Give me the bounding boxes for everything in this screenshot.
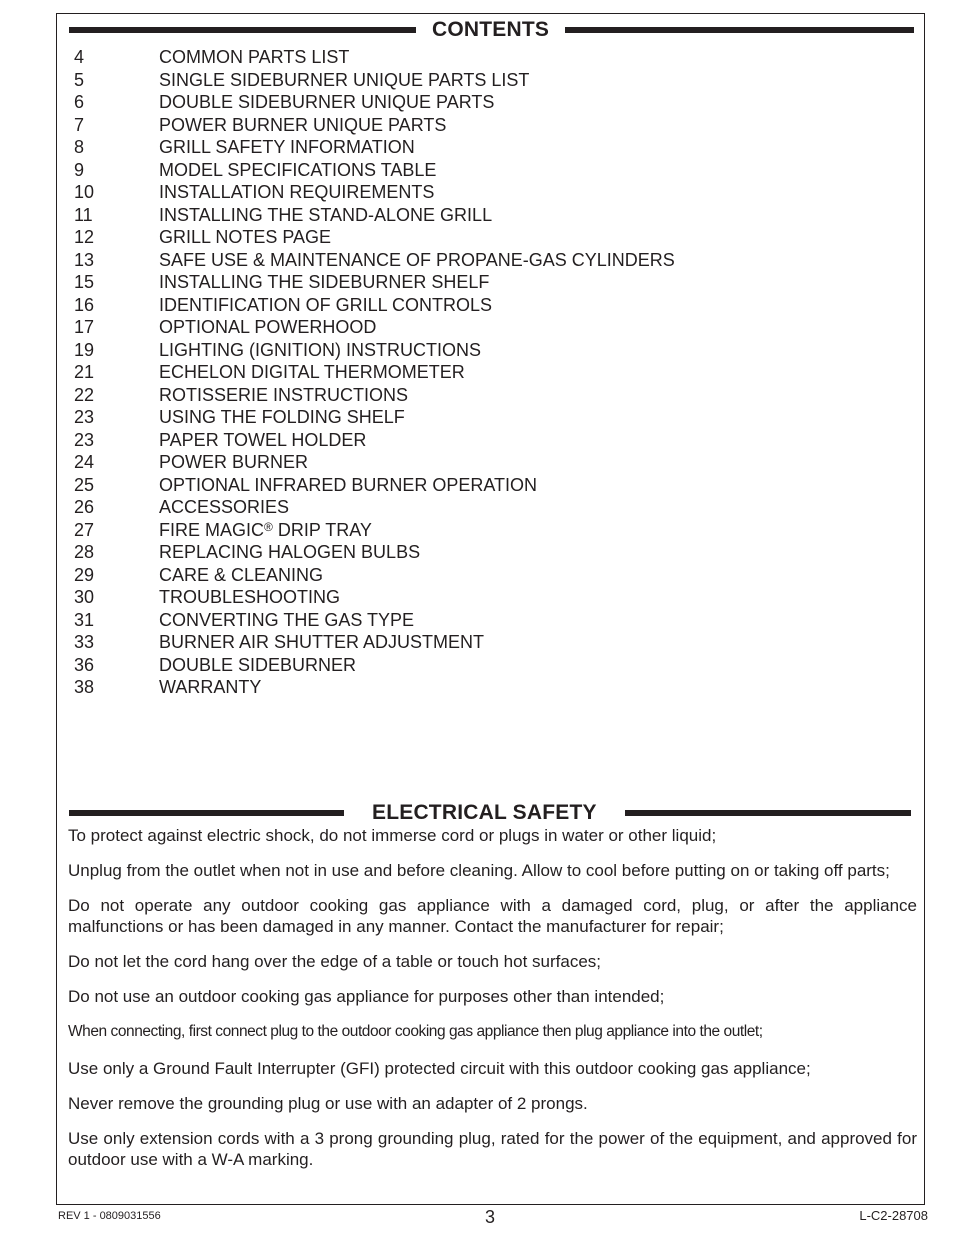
toc-title <box>159 226 331 249</box>
toc-title-text: WARRANTY <box>159 677 262 697</box>
toc-entry <box>74 654 675 677</box>
toc-title-text: PAPER TOWEL HOLDER <box>159 429 367 450</box>
toc-page-number: 7 <box>74 114 85 135</box>
toc-title <box>159 474 537 497</box>
toc-title-text: POWER BURNER UNIQUE PARTS <box>159 114 447 135</box>
safety-paragraph: Use only a Ground Fault Interrupter (GFI) protected circuit with this outdoor cooking gas appliance; <box>68 1059 811 1078</box>
heading-rule-right <box>625 810 911 816</box>
toc-title <box>159 429 366 452</box>
heading-rule-right <box>565 27 914 33</box>
toc-page-number: 17 <box>74 317 95 337</box>
toc-title <box>159 46 349 69</box>
toc-entry <box>74 564 675 587</box>
toc-entry <box>74 406 675 429</box>
toc-page-number: 11 <box>74 204 93 225</box>
toc-entry <box>74 339 675 362</box>
toc-title-text: SINGLE SIDEBURNER UNIQUE PARTS LIST <box>159 69 530 90</box>
toc-title <box>159 361 465 384</box>
toc-title-text: POWER BURNER <box>159 452 309 472</box>
safety-paragraph: Never remove the grounding plug or use with an adapter of 2 prongs. <box>68 1094 588 1113</box>
toc-title <box>159 609 414 632</box>
toc-page-number: 26 <box>74 497 95 517</box>
safety-paragraph: To protect against electric shock, do not immerse cord or plugs in water or other liquid; <box>68 826 717 845</box>
toc-title <box>159 496 289 519</box>
toc-page-number: 31 <box>74 609 95 630</box>
toc-title <box>159 136 415 159</box>
toc-entry <box>74 384 675 407</box>
toc-title <box>159 249 675 272</box>
document-code: L-C2-28708 <box>859 1208 928 1223</box>
toc-page-number: 23 <box>74 429 95 450</box>
heading-rule-left <box>69 27 416 33</box>
toc-title <box>159 406 405 429</box>
toc-title <box>159 91 494 114</box>
toc-entry <box>74 609 675 632</box>
toc-page-number: 6 <box>74 92 85 112</box>
toc-title-text: DOUBLE SIDEBURNER <box>159 654 357 675</box>
toc-title-text: BURNER AIR SHUTTER ADJUSTMENT <box>159 632 485 652</box>
safety-paragraph: Do not let the cord hang over the edge of a table or touch hot surfaces; <box>68 952 602 971</box>
toc-title-text: GRILL SAFETY INFORMATION <box>159 137 415 157</box>
contents-heading <box>69 18 915 42</box>
toc-title-text: REPLACING HALOGEN BULBS <box>159 542 421 562</box>
toc-page-number: 38 <box>74 677 95 697</box>
toc-entry <box>74 676 675 699</box>
toc-title-text: OPTIONAL POWERHOOD <box>159 317 377 337</box>
toc-page-number: 19 <box>74 339 95 360</box>
toc-entry <box>74 316 675 339</box>
toc-page-number: 21 <box>74 362 95 382</box>
toc-page-number: 25 <box>74 474 95 495</box>
toc-page-number: 33 <box>74 632 95 652</box>
toc-entry <box>74 91 675 114</box>
toc-page-number: 9 <box>74 159 85 180</box>
safety-paragraph: Do not operate any outdoor cooking gas appliance with a damaged cord, plug, or after the appliance malfunctions or has been damaged in any manner. Contact the manufacturer for repair; <box>68 896 917 936</box>
toc-page-number: 16 <box>74 294 95 315</box>
toc-entry <box>74 204 675 227</box>
toc-title-text: USING THE FOLDING SHELF <box>159 407 405 427</box>
toc-title <box>159 316 376 339</box>
toc-title <box>159 451 308 474</box>
toc-entry <box>74 114 675 137</box>
electrical-safety-body <box>68 825 917 1184</box>
toc-title <box>159 676 261 699</box>
toc-title-text: CONVERTING THE GAS TYPE <box>159 609 415 630</box>
toc-title <box>159 586 340 609</box>
toc-title <box>159 159 436 182</box>
toc-entry <box>74 294 675 317</box>
toc-page-number: 12 <box>74 227 95 247</box>
toc-page-number: 15 <box>74 272 95 292</box>
toc-title-text: IDENTIFICATION OF GRILL CONTROLS <box>159 294 493 315</box>
toc-title-text: INSTALLING THE STAND-ALONE GRILL <box>159 204 493 225</box>
toc-entry <box>74 361 675 384</box>
toc-entry <box>74 249 675 272</box>
toc-title-text: INSTALLING THE SIDEBURNER SHELF <box>159 272 490 292</box>
toc-title-suffix: DRIP TRAY <box>272 519 372 540</box>
toc-entry <box>74 181 675 204</box>
electrical-safety-title: ELECTRICAL SAFETY <box>372 801 597 824</box>
toc-entry <box>74 46 675 69</box>
toc-page-number: 24 <box>74 452 95 472</box>
toc-title-text: OPTIONAL INFRARED BURNER OPERATION <box>159 474 538 495</box>
toc-title <box>159 69 529 92</box>
toc-title-text: MODEL SPECIFICATIONS TABLE <box>159 159 437 180</box>
toc-entry <box>74 631 675 654</box>
toc-page-number: 36 <box>74 654 95 675</box>
table-of-contents <box>74 46 675 699</box>
toc-title-text: DOUBLE SIDEBURNER UNIQUE PARTS <box>159 92 495 112</box>
toc-title <box>159 181 434 204</box>
toc-page-number: 8 <box>74 137 85 157</box>
toc-entry <box>74 159 675 182</box>
toc-page-number: 28 <box>74 542 95 562</box>
toc-entry <box>74 429 675 452</box>
toc-title-text: SAFE USE & MAINTENANCE OF PROPANE-GAS CYLINDERS <box>159 249 675 270</box>
toc-entry <box>74 271 675 294</box>
toc-title-text: ROTISSERIE INSTRUCTIONS <box>159 384 409 405</box>
toc-title <box>159 204 492 227</box>
toc-entry <box>74 451 675 474</box>
contents-title: CONTENTS <box>432 18 550 41</box>
toc-page-number: 22 <box>74 384 95 405</box>
toc-title <box>159 339 481 362</box>
toc-title-text: INSTALLATION REQUIREMENTS <box>159 182 435 202</box>
toc-entry <box>74 496 675 519</box>
toc-title <box>159 294 492 317</box>
toc-page-number: 10 <box>74 182 95 202</box>
revision-code: REV 1 - 0809031556 <box>58 1210 161 1222</box>
page-number: 3 <box>485 1207 496 1227</box>
toc-title-text: COMMON PARTS LIST <box>159 47 350 67</box>
heading-rule-left <box>69 810 344 816</box>
toc-title-text: FIRE MAGIC <box>159 519 265 540</box>
toc-title <box>159 541 420 564</box>
toc-entry <box>74 474 675 497</box>
toc-entry <box>74 586 675 609</box>
registered-mark: ® <box>264 519 273 534</box>
toc-title <box>159 631 484 654</box>
toc-entry <box>74 226 675 249</box>
toc-title <box>159 114 446 137</box>
toc-title <box>159 384 408 407</box>
toc-title <box>159 271 489 294</box>
electrical-safety-heading <box>69 801 917 825</box>
toc-page-number: 27 <box>74 519 95 540</box>
toc-title <box>159 564 323 587</box>
safety-paragraph: When connecting, first connect plug to the outdoor cooking gas appliance then plug appliance into the outlet; <box>68 1023 763 1040</box>
toc-page-number: 4 <box>74 47 85 67</box>
safety-paragraph: Do not use an outdoor cooking gas appliance for purposes other than intended; <box>68 987 665 1006</box>
toc-entry <box>74 69 675 92</box>
toc-entry <box>74 519 675 542</box>
toc-title-text: GRILL NOTES PAGE <box>159 227 332 247</box>
safety-paragraph: Use only extension cords with a 3 prong grounding plug, rated for the power of the equipment, and approved for outdoor use with a W-A marking. <box>68 1129 917 1169</box>
toc-page-number: 30 <box>74 587 95 607</box>
toc-entry <box>74 541 675 564</box>
toc-page-number: 13 <box>74 249 95 270</box>
toc-page-number: 23 <box>74 407 95 427</box>
toc-title <box>159 654 356 677</box>
toc-entry <box>74 136 675 159</box>
toc-page-number: 29 <box>74 564 95 585</box>
safety-paragraph: Unplug from the outlet when not in use and before cleaning. Allow to cool before putting on or taking off parts; <box>68 861 890 880</box>
toc-page-number: 5 <box>74 69 85 90</box>
toc-title-text: ACCESSORIES <box>159 497 290 517</box>
toc-title-text: LIGHTING (IGNITION) INSTRUCTIONS <box>159 339 481 360</box>
toc-title-text: ECHELON DIGITAL THERMOMETER <box>159 362 465 382</box>
toc-title-text: TROUBLESHOOTING <box>159 587 341 607</box>
toc-title <box>159 519 372 542</box>
toc-title-text: CARE & CLEANING <box>159 564 324 585</box>
